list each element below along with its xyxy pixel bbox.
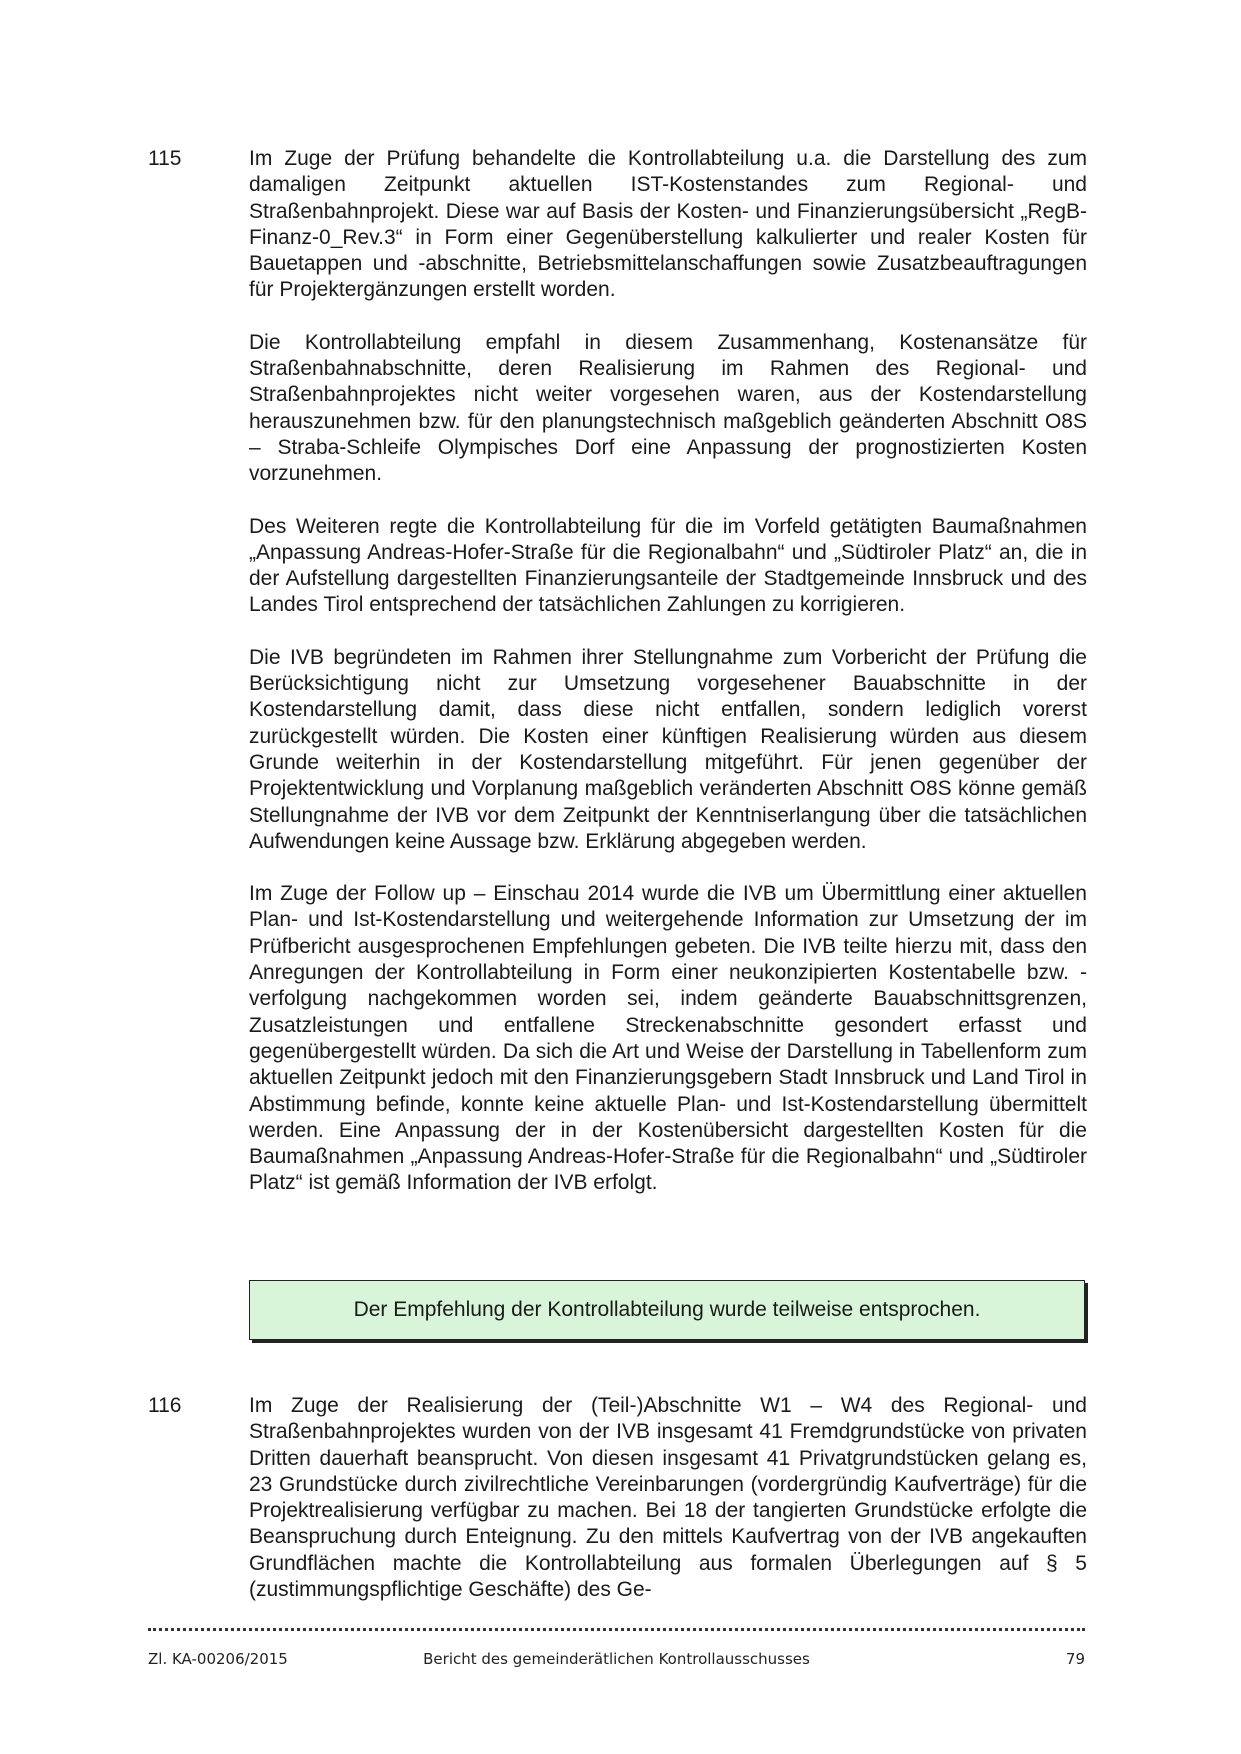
section-body: [249, 1393, 1087, 1629]
paragraph: Die Kontrollabteilung empfahl in diesem Zusammenhang, Kostenansätze für Straßenbahnabschnitte, deren Realisierung im Rahmen des Regional- und Straßenbahnprojektes nicht weiter vorgesehen waren, aus der Kostendarstellung herauszunehmen bzw. für den planungstechnisch maßgeblich geänderten Abschnitt O8S – Straba-Schleife Olympisches Dorf eine Anpassung der prognostizierten Kosten vorzunehmen.: [249, 330, 1087, 486]
page-number: 79: [1065, 1650, 1085, 1668]
section-body: [249, 146, 1087, 1223]
section-number: 116: [148, 1394, 182, 1417]
conclusion-text: Der Empfehlung der Kontrollabteilung wurde teilweise entsprochen.: [353, 1298, 981, 1321]
paragraph: Im Zuge der Follow up – Einschau 2014 wurde die IVB um Übermittlung einer aktuellen Plan- und Ist-Kostendarstellung und weitergehende Information zur Umsetzung der im Prüfbericht ausgesprochenen Empfehlungen gebeten. Die IVB teilte hierzu mit, dass den Anregungen der Kontrollabteilung in Form einer neukonzipierten Kostentabelle bzw. -verfolgung nachgekommen worden sei, indem geänderte Bauabschnittsgrenzen, Zusatzleistungen und entfallene Streckenabschnitte gesondert erfasst und gegenübergestellt würden. Da sich die Art und Weise der Darstellung in Tabellenform zum aktuellen Zeitpunkt jedoch mit den Finanzierungsgebern Stadt Innsbruck und Land Tirol in Abstimmung befinde, konnte keine aktuelle Plan- und Ist-Kostendarstellung übermittelt werden. Eine Anpassung der in der Kostenübersicht dargestellten Kosten für die Baumaßnahmen „Anpassung Andreas-Hofer-Straße für die Regionalbahn“ und „Südtiroler Platz“ ist gemäß Information der IVB erfolgt.: [249, 882, 1087, 1195]
paragraph: Im Zuge der Realisierung der (Teil-)Abschnitte W1 – W4 des Regional- und Straßenbahnprojektes wurden von der IVB insgesamt 41 Fremdgrundstücke von privaten Dritten dauerhaft beansprucht. Von diesen insgesamt 41 Privatgrundstücken gelang es, 23 Grundstücke durch zivilrechtliche Vereinbarungen (vordergründig Kaufverträge) für die Projektrealisierung verfügbar zu machen. Bei 18 der tangierten Grundstücke erfolgte die Beanspruchung durch Enteignung. Zu den mittels Kaufvertrag von der IVB angekauften Grundflächen machte die Kontrollabteilung aus formalen Überlegungen auf § 5 (zustimmungspflichtige Geschäfte) des Ge-: [249, 1394, 1087, 1602]
paragraph: Im Zuge der Prüfung behandelte die Kontrollabteilung u.a. die Darstellung des zum damaligen Zeitpunkt aktuellen IST-Kostenstandes zum Regional- und Straßenbahnprojekt. Diese war auf Basis der Kosten- und Finanzierungsübersicht „RegB-Finanz-0_Rev.3“ in Form einer Gegenüberstellung kalkulierter und realer Kosten für Bauetappen und -abschnitte, Betriebsmittelanschaffungen sowie Zusatzbeauftragungen für Projektergänzungen erstellt worden.: [249, 147, 1087, 302]
paragraph: Die IVB begründeten im Rahmen ihrer Stellungnahme zum Vorbericht der Prüfung die Berücksichtigung nicht zur Umsetzung vorgesehener Bauabschnitte in der Kostendarstellung damit, dass diese nicht entfallen, sondern lediglich vorerst zurückgestellt würden. Die Kosten einer künftigen Realisierung würden aus diesem Grunde weiterhin in der Kostendarstellung mitgeführt. Für jenen gegenüber der Projektentwicklung und Vorplanung maßgeblich veränderten Abschnitt O8S könne gemäß Stellungnahme der IVB vor dem Zeitpunkt der Kenntniserlangung über die tatsächlichen Aufwendungen keine Aussage bzw. Erklärung abgegeben werden.: [249, 645, 1087, 853]
conclusion-box: [249, 1280, 1085, 1340]
footer-reference: Zl. KA-00206/2015: [148, 1650, 288, 1668]
footer-title: Bericht des gemeinderätlichen Kontrollausschusses: [423, 1650, 810, 1668]
paragraph: Des Weiteren regte die Kontrollabteilung für die im Vorfeld getätigten Baumaßnahmen „Anpassung Andreas-Hofer-Straße für die Regionalbahn“ und „Südtiroler Platz“ an, die in der Aufstellung dargestellten Finanzierungsanteile der Stadtgemeinde Innsbruck und des Landes Tirol entsprechend der tatsächlichen Zahlungen zu korrigieren.: [249, 514, 1087, 617]
footer-divider: [148, 1628, 1085, 1631]
section-number: 115: [148, 147, 182, 170]
